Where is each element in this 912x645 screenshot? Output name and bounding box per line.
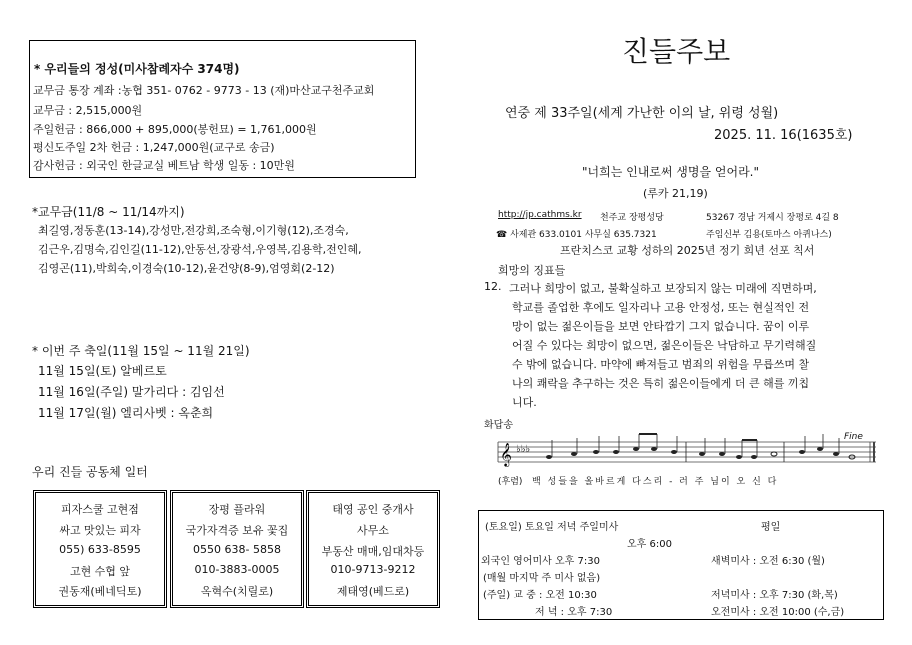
refrain-tag: (후렴)	[498, 477, 523, 487]
treble-clef-icon: 𝄞	[500, 442, 512, 466]
parish-priest: 주임신부 김용(토마스 아퀴나스)	[706, 230, 832, 240]
ad-flower-owner: 옥혁수(치릴로)	[200, 585, 274, 598]
community-title: 우리 진들 공동체 일터	[32, 465, 148, 479]
dues-line-3: 김영곤(11),박희숙,이경숙(10-12),윤건양(8-9),엄영회(2-12)	[38, 262, 335, 275]
bull-number: 12.	[484, 280, 502, 293]
evening-mass: 저녁미사 : 오후 7:30 (화,목)	[711, 590, 838, 601]
feast-line-2: 11월 16일(주일) 말가리다 : 김임선	[38, 385, 225, 399]
bull-line-7: 니다.	[512, 396, 537, 409]
dawn-mass: 새벽미사 : 오전 6:30 (월)	[711, 556, 825, 567]
ad-flower-mobile: 010-3883-0005	[194, 563, 280, 576]
feast-line-1: 11월 15일(토) 알베르토	[38, 364, 167, 378]
parish-phones: ☎ 사제관 633.0101 사무실 635.7321	[496, 230, 657, 240]
parish-name: 천주교 장평성당	[600, 213, 664, 223]
ad-realty-service: 부동산 매매,임대차등	[321, 545, 425, 558]
sat-mass-time: 오후 6:00	[627, 539, 672, 550]
bull-line-5: 수 밖에 없습니다. 마약에 빠져들고 범죄의 위험을 무릅쓰며 찰	[512, 358, 810, 371]
dues-line-2: 김근우,김명숙,김인길(11-12),안동선,장광석,우영복,김용학,전인혜,	[38, 243, 362, 256]
ad-pizza-name: 피자스쿨 고현점	[61, 503, 139, 516]
offering-sunday: 주일헌금 : 866,000 + 895,000(봉헌묘) = 1,761,000원	[33, 123, 317, 136]
psalm-score	[484, 430, 884, 492]
feast-line-3: 11월 17일(월) 엘리사벳 : 옥춘희	[38, 406, 214, 420]
feasts-title: * 이번 주 축일(11월 15일 ~ 11월 21일)	[32, 344, 250, 358]
psalm-label: 화답송	[484, 420, 513, 431]
sat-mass-label: (토요일) 토요일 저녁 주일미사	[485, 522, 619, 533]
ad-pizza	[33, 490, 167, 608]
ad-flower-phone: 0550 638- 5858	[193, 543, 281, 556]
ad-realty	[306, 490, 440, 608]
ad-pizza-owner: 권동재(베네딕토)	[58, 585, 142, 598]
dues-line-1: 최길영,정동훈(13-14),강성만,전강희,조숙형,이기형(12),조경숙,	[38, 224, 349, 237]
dues-title: *교무금(11/8 ~ 11/14까지)	[32, 205, 185, 219]
bull-line-2: 학교를 졸업한 후에도 일자리나 고용 안정성, 또는 현실적인 전	[512, 301, 810, 314]
sunday-main-mass: (주일) 교 중 : 오전 10:30	[483, 590, 597, 601]
ad-pizza-location: 고현 수협 앞	[69, 565, 131, 578]
parish-address: 53267 경남 거제시 장평로 4길 8	[706, 213, 839, 223]
fine-mark: Fine	[844, 432, 863, 442]
ad-pizza-phone: 055) 633-8595	[59, 543, 141, 556]
ad-realty-owner: 제태영(베드로)	[336, 585, 410, 598]
morning-mass: 오전미사 : 오전 10:00 (수,금)	[711, 607, 845, 618]
sunday-evening-mass: 저 녁 : 오후 7:30	[535, 607, 613, 618]
ad-realty-phone: 010-9713-9212	[330, 563, 416, 576]
scripture-quote: "너희는 인내로써 생명을 얻어라."	[582, 165, 759, 179]
bull-section: 희망의 징표들	[498, 264, 566, 277]
psalm-lyrics: 백 성들을 올바르게 다스리 - 러 주 님이 오 신 다	[532, 477, 779, 487]
bull-line-4: 어질 수 있다는 희망이 없으면, 젊은이들은 낙담하고 무기력해질	[512, 339, 817, 352]
bulletin-title: 진들주보	[622, 35, 731, 68]
parish-url[interactable]: http://jp.cathms.kr	[498, 210, 582, 220]
ad-flower	[170, 490, 304, 608]
ad-pizza-tagline: 싸고 맛있는 피자	[59, 524, 141, 537]
offering-dues: 교무금 : 2,515,000원	[33, 104, 143, 117]
bull-line-6: 나의 쾌락을 추구하는 것은 특히 젊은이들에게 더 큰 해를 끼칩	[512, 377, 810, 390]
weekday-label: 평일	[761, 522, 781, 533]
mass-schedule-box	[478, 510, 884, 620]
ad-realty-office: 사무소	[357, 524, 389, 537]
ad-realty-name: 태영 공인 중개사	[332, 503, 414, 516]
foreign-mass-note: (매월 마지막 주 미사 없음)	[483, 573, 601, 584]
bull-line-1: 그러나 희망이 없고, 불확실하고 보장되지 않는 미래에 직면하며,	[509, 282, 817, 295]
liturgical-day: 연중 제 33주일(세계 가난한 이의 날, 위령 성월)	[505, 106, 779, 121]
foreign-mass: 외국인 영어미사 오후 7:30	[481, 556, 600, 567]
offering-title: * 우리들의 정성(미사참례자수 374명)	[34, 62, 240, 76]
bull-line-3: 망이 없는 젊은이들을 보면 안타깝기 그지 없습니다. 꿈이 이루	[512, 320, 810, 333]
ad-flower-name: 장평 플라워	[208, 503, 266, 516]
offering-box	[29, 40, 416, 178]
offering-laity: 평신도주일 2차 헌금 : 1,247,000원(교구로 송금)	[33, 141, 275, 154]
svg-text:♭♭♭: ♭♭♭	[516, 444, 531, 455]
bull-title: 프란치스코 교황 성하의 2025년 정기 희년 선포 칙서	[560, 244, 815, 257]
offering-thanks: 감사헌금 : 외국인 한글교실 베트남 학생 일동 : 10만원	[33, 159, 295, 172]
issue-date: 2025. 11. 16(1635호)	[714, 128, 853, 143]
scripture-reference: (루카 21,19)	[643, 187, 708, 200]
offering-account: 교무금 통장 계좌 :농협 351- 0762 - 9773 - 13 (재)마산교구천주교회	[33, 84, 375, 97]
ad-flower-tagline: 국가자격증 보유 꽃집	[185, 524, 289, 537]
